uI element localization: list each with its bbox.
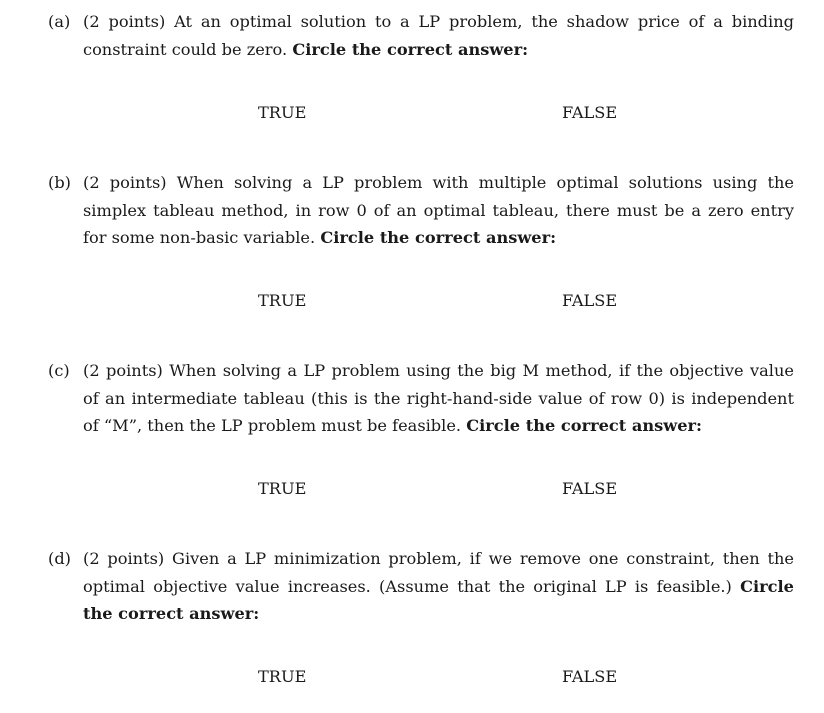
question-instruction: Circle the correct answer: (83, 576, 794, 624)
question-body (83, 357, 794, 440)
question-b (48, 169, 794, 252)
question-text: (2 points) When solving a LP problem using the big M method, if the objective value of an intermediate tableau (this is the right-hand-side value of row 0) is independent of “M”, then the LP problem must be feasible. (83, 361, 794, 436)
question-body (83, 8, 794, 63)
answer-false-a[interactable]: FALSE (562, 103, 618, 122)
question-body (83, 545, 794, 628)
answer-true-b[interactable]: TRUE (258, 291, 307, 310)
answer-false-b[interactable]: FALSE (562, 291, 618, 310)
question-text: (2 points) At an optimal solution to a LP problem, the shadow price of a binding constraint could be zero. (83, 12, 794, 59)
question-label: (b) (48, 173, 71, 192)
answer-false-c[interactable]: FALSE (562, 479, 618, 498)
question-c (48, 357, 794, 440)
question-label: (c) (48, 361, 70, 380)
question-text: (2 points) Given a LP minimization problem, if we remove one constraint, then the optimal objective value increases. (Assume that the original LP is feasible.) (83, 549, 794, 596)
question-text: (2 points) When solving a LP problem with multiple optimal solutions using the simplex tableau method, in row 0 of an optimal tableau, there must be a zero entry for some non-basic variable. (83, 173, 794, 248)
question-body (83, 169, 794, 252)
answer-false-d[interactable]: FALSE (562, 667, 618, 686)
question-label: (a) (48, 12, 71, 31)
question-d (48, 545, 794, 628)
answer-true-a[interactable]: TRUE (258, 103, 307, 122)
question-instruction: Circle the correct answer: (320, 228, 557, 248)
answer-true-c[interactable]: TRUE (258, 479, 307, 498)
question-instruction: Circle the correct answer: (466, 416, 703, 436)
question-instruction: Circle the correct answer: (292, 39, 529, 59)
question-label: (d) (48, 549, 71, 568)
answer-true-d[interactable]: TRUE (258, 667, 307, 686)
question-a (48, 8, 794, 63)
